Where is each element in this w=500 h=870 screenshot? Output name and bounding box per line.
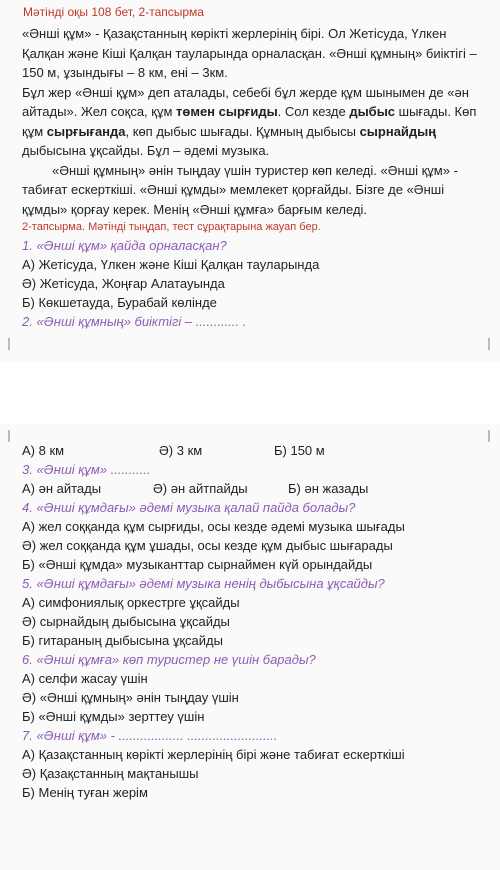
scan-mark [8, 430, 10, 442]
bold-phrase: төмен сырғиды [176, 104, 278, 119]
answer-3a: А) ән айтады [22, 481, 102, 496]
answer-5c: Б) гитараның дыбысына ұқсайды [22, 633, 223, 648]
answer-6b: Ә) «Әнші құмның» әнін тыңдау үшін [22, 690, 239, 705]
answer-2b: Ә) 3 км [159, 443, 203, 458]
paragraph-1: «Әнші құм» - Қазақстанның көрікті жерлерінің бірі. Ол Жетісуда, Үлкен Қалқан және Кіші Қалқан тауларында орналасқан. «Әнші құмның» биіктігі – 150 м, ұзындығы – 8 км, ені – 3км. [22, 26, 477, 80]
answer-4c: Б) «Әнші құмда» музыканттар сырнаймен күй орындайды [22, 557, 373, 572]
question-1: 1. «Әнші құм» қайда орналасқан? [22, 238, 227, 253]
answer-7a: А) Қазақстанның көрікті жерлерінің бірі және табиғат ескерткіші [22, 747, 405, 762]
paragraph-2-part: . Сол кезде [277, 104, 350, 119]
answer-3c: Б) ән жазады [288, 481, 369, 496]
question-7: 7. «Әнші құм» - .................. ......................... [22, 728, 278, 743]
paragraph-2-part: дыбысына ұқсайды. Бұл – әдемі музыка. [22, 143, 270, 158]
answer-6a: А) селфи жасау үшін [22, 671, 148, 686]
page-gap [0, 362, 500, 424]
question-4: 4. «Әнші құмдағы» әдемі музыка қалай пайда болады? [22, 500, 356, 515]
bold-word: сырнайдың [359, 123, 437, 139]
bold-word: дыбыс [349, 104, 396, 119]
scan-mark [488, 430, 490, 442]
answer-1a: А) Жетісуда, Үлкен және Кіші Қалқан тауларында [22, 257, 320, 272]
answer-1b: Ә) Жетісуда, Жоңғар Алатауында [22, 276, 225, 291]
answer-2c: Б) 150 м [274, 443, 325, 458]
answer-2a: А) 8 км [22, 443, 65, 458]
answer-7c: Б) Менің туған жерім [22, 785, 148, 800]
answer-5a: А) симфониялық оркестрге ұқсайды [22, 595, 240, 610]
reading-text [22, 24, 484, 219]
answer-5b: Ә) сырнайдың дыбысына ұқсайды [22, 614, 230, 629]
paragraph-3: «Әнші құмның» әнін тыңдау үшін туристер көп келеді. «Әнші құм» - табиғат ескерткіші. «Әнші құмды» мемлекет қорғайды. Бізге де «Әнші құмды» қорғау керек. Менің «Әнші құмға» барғым келеді. [22, 162, 458, 217]
paragraph-2 [22, 83, 484, 161]
paragraph-2-part: , көп дыбыс шығады. Құмның дыбысы [125, 123, 360, 139]
bold-word: сырғығанда [46, 123, 126, 139]
answer-6c: Б) «Әнші құмды» зерттеу үшін [22, 709, 205, 724]
answer-4b: Ә) жел соққанда құм ұшады, осы кезде құм дыбыс шығарады [22, 538, 393, 553]
scan-mark [488, 338, 490, 350]
answer-4a: А) жел соққанда құм сырғиды, осы кезде әдемі музыка шығады [22, 519, 405, 534]
question-5: 5. «Әнші құмдағы» әдемі музыка ненің дыбысына ұқсайды? [22, 576, 385, 591]
answer-3b: Ә) ән айтпайды [153, 481, 248, 496]
scan-mark [8, 338, 10, 350]
answer-1c: Б) Көкшетауда, Бурабай көлінде [22, 295, 217, 310]
question-2: 2. «Әнші құмның» биіктігі – ............ . [22, 314, 247, 329]
task-2-title: 2-тапсырма. Мәтінді тыңдап, тест сұрақтарына жауап бер. [22, 221, 321, 233]
page-heading: Мәтінді оқы 108 бет, 2-тапсырма [23, 5, 204, 19]
paragraph-2-part: шығады. Көп құм [22, 104, 477, 139]
question-6: 6. «Әнші құмға» көп туристер не үшін барады? [22, 652, 316, 667]
question-3: 3. «Әнші құм» ........... [22, 462, 151, 477]
answer-7b: Ә) Қазақстанның мақтанышы [22, 766, 199, 781]
paragraph-2-part: Бұл жер «Әнші құм» деп аталады, себебі бұл жерде құм шынымен де «ән айтады». Жел соқса, құм [22, 84, 469, 119]
